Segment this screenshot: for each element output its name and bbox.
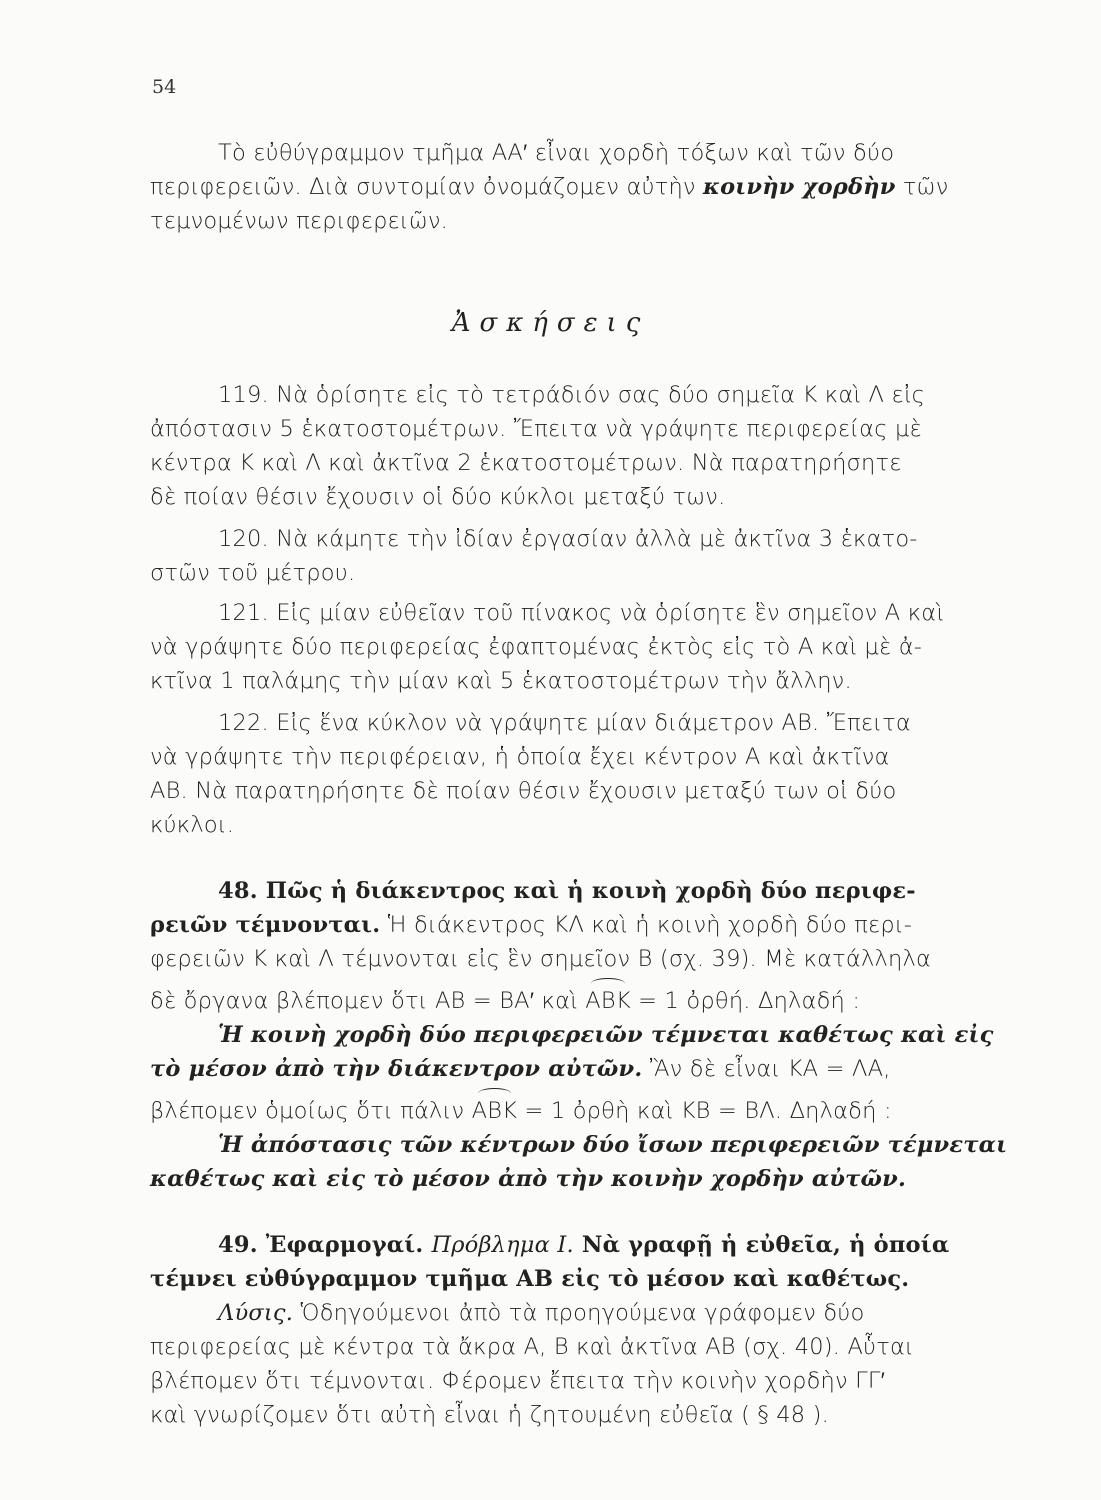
section-49-title: 49. Ἐφαρμογαί. Πρόβλημα Ι. Νὰ γραφῇ ἡ εὐθεῖα, ἡ ὁποία: [218, 1232, 950, 1258]
section-49: [150, 1228, 1020, 1432]
angle-abk: ΑΒΚ: [585, 984, 630, 1018]
text-line: τεμνομένων περιφερειῶν.: [150, 208, 448, 234]
text-line: καὶ γνωρίζομεν ὅτι αὐτὴ εἶναι ἡ ζητουμένη εὐθεῖα ( § 48 ).: [150, 1402, 829, 1428]
text-line: κέντρα Κ καὶ Λ καὶ ἀκτῖνα 2 ἑκατοστομέτρων. Νὰ παρατηρήσητε: [150, 450, 902, 476]
term-koine-chorde: κοινὴν χορδὴν: [703, 174, 896, 200]
text-line: 120. Νὰ κάμητε τὴν ἰδίαν ἐργασίαν ἀλλὰ μὲ ἀκτῖνα 3 ἑκατο-: [218, 526, 918, 552]
text-line: δὲ ὄργανα βλέπομεν ὅτι ΑΒ = ΒΑ′ καὶ ΑΒΚ = 1 ὀρθή. Δηλαδή :: [150, 984, 1020, 1018]
text-line: περιφερείας μὲ κέντρα τὰ ἄκρα Α, Β καὶ ἀκτῖνα ΑΒ (σχ. 40). Αὗται: [150, 1334, 914, 1360]
text-line: νὰ γράψητε τὴν περιφέρειαν, ἡ ὁποία ἔχει κέντρον Α καὶ ἀκτῖνα: [150, 744, 890, 770]
text-line: ἀπόστασιν 5 ἑκατοστομέτρων. Ἔπειτα νὰ γράψητε περιφερείας μὲ: [150, 416, 922, 442]
text-line: Λύσις. Ὁδηγούμενοι ἀπὸ τὰ προηγούμενα γράφομεν δύο: [218, 1300, 865, 1326]
text-line: φερειῶν Κ καὶ Λ τέμνονται εἰς ἓν σημεῖον Β (σχ. 39). Μὲ κατάλληλα: [150, 946, 931, 972]
text-line: Τὸ εὐθύγραμμον τμῆμα ΑΑ′ εἶναι χορδὴ τόξων καὶ τῶν δύο: [218, 140, 895, 166]
text-line: 122. Εἰς ἕνα κύκλον νὰ γράψητε μίαν διάμετρον ΑΒ. Ἔπειτα: [218, 710, 911, 736]
text-line: ΑΒ. Νὰ παρατηρήσητε δὲ ποίαν θέσιν ἔχουσιν μεταξύ των οἱ δύο: [150, 778, 897, 804]
text-line: 119. Νὰ ὁρίσητε εἰς τὸ τετράδιόν σας δύο σημεῖα Κ καὶ Λ εἰς: [218, 382, 926, 408]
section-48-title: 48. Πῶς ἡ διάκεντρος καὶ ἡ κοινὴ χορδὴ δύο περιφε-: [218, 878, 916, 904]
text-line: 121. Εἰς μίαν εὐθεῖαν τοῦ πίνακος νὰ ὁρίσητε ἓν σημεῖον Α καὶ: [218, 600, 945, 626]
text-line: τέμνει εὐθύγραμμον τμῆμα ΑΒ εἰς τὸ μέσον καὶ καθέτως.: [150, 1266, 910, 1292]
text-line: βλέπομεν ὅτι τέμνονται. Φέρομεν ἔπειτα τὴν κοινὴν χορδὴν ΓΓ′: [150, 1368, 886, 1394]
text-line: στῶν τοῦ μέτρου.: [150, 560, 356, 586]
text-line: κτῖνα 1 παλάμης τὴν μίαν καὶ 5 ἑκατοστομέτρων τὴν ἄλλην.: [150, 668, 852, 694]
exercise-122: [150, 706, 1020, 842]
section-48: [150, 874, 1020, 1196]
exercises-heading: Ἀσκήσεις: [451, 308, 650, 338]
text-line: καθέτως καὶ εἰς τὸ μέσον ἀπὸ τὴν κοινὴν χορδὴν αὐτῶν.: [150, 1166, 906, 1192]
intro-paragraph: [150, 136, 1020, 238]
theorem-1: Ἡ κοινὴ χορδὴ δύο περιφερειῶν τέμνεται καθέτως καὶ εἰς: [218, 1022, 994, 1048]
text-line: βλέπομεν ὁμοίως ὅτι πάλιν ΑΒΚ = 1 ὀρθὴ καὶ ΚΒ = ΒΛ. Δηλαδή :: [150, 1094, 1020, 1128]
text-line: περιφερειῶν. Διὰ συντομίαν ὀνομάζομεν αὐτὴν κοινὴν χορδὴν τῶν: [150, 174, 949, 200]
text-line: νὰ γράψητε δύο περιφερείας ἐφαπτομένας ἐκτὸς εἰς τὸ Α καὶ μὲ ἀ-: [150, 634, 923, 660]
exercise-120: [150, 522, 1020, 590]
exercise-121: [150, 596, 1020, 698]
text-line: δὲ ποίαν θέσιν ἔχουσιν οἱ δύο κύκλοι μεταξύ των.: [150, 484, 726, 510]
exercise-119: [150, 378, 1020, 514]
text-line: ρειῶν τέμνονται. Ἡ διάκεντρος ΚΛ καὶ ἡ κοινὴ χορδὴ δύο περι-: [150, 912, 913, 938]
angle-abk: ΑΒΚ: [472, 1094, 517, 1128]
theorem-2: Ἡ ἀπόστασις τῶν κέντρων δύο ἴσων περιφερειῶν τέμνεται: [218, 1132, 1008, 1158]
page-number: 54: [152, 76, 177, 98]
text-line: τὸ μέσον ἀπὸ τὴν διάκεντρον αὐτῶν. Ἂν δὲ εἶναι ΚΑ = ΛΑ,: [150, 1056, 891, 1082]
text-line: κύκλοι.: [150, 812, 235, 838]
